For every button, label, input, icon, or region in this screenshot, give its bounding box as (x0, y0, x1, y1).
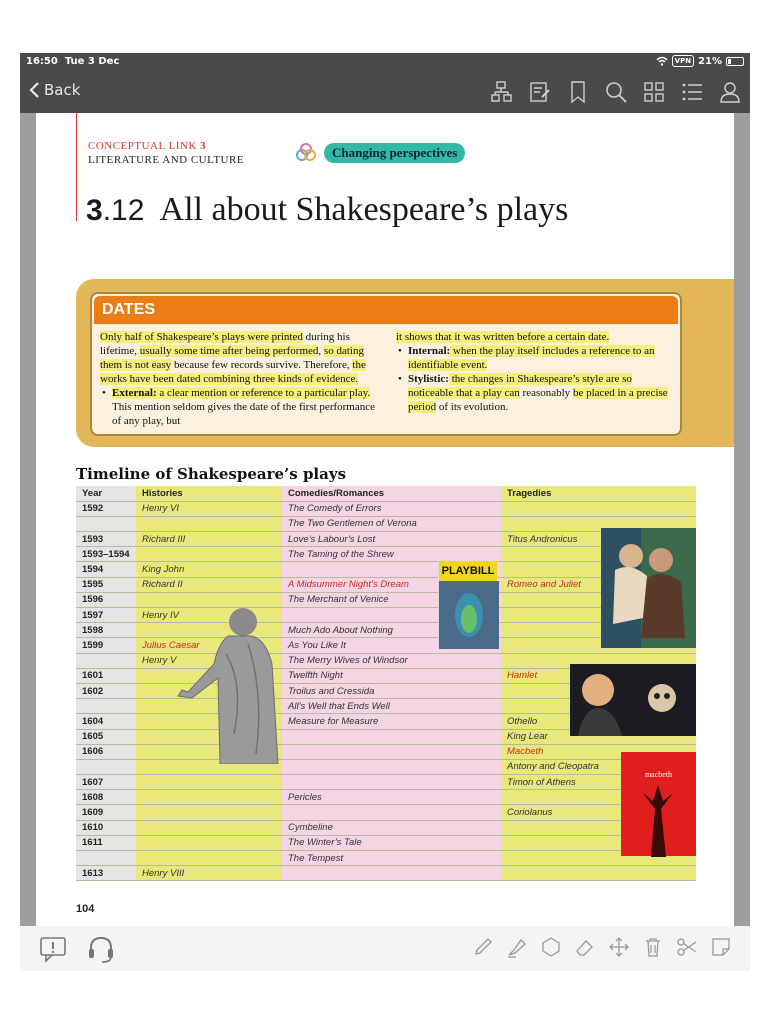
back-button[interactable] (28, 81, 80, 99)
conceptual-link-label: CONCEPTUAL LINK (88, 140, 197, 152)
dates-text-span: the changes in Shakespeare’s style are so noticeable that a play can (408, 373, 632, 399)
comedy-cell: All’s Well that Ends Well (282, 699, 501, 714)
perspectives-label: Changing perspectives (324, 143, 465, 163)
playbill-image (438, 560, 498, 648)
history-cell: Richard III (136, 532, 282, 547)
year-cell: 1608 (76, 790, 136, 805)
dates-text-span: usually some time after being performed (139, 345, 319, 357)
comedy-cell: The Winter’s Tale (282, 835, 501, 850)
year-cell: 1609 (76, 805, 136, 820)
reader-toolbar (20, 71, 750, 113)
trash-icon[interactable] (642, 936, 664, 958)
comedy-cell: Cymbeline (282, 820, 501, 835)
history-cell (136, 835, 282, 850)
history-cell: Henry VI (136, 501, 282, 516)
timeline (76, 486, 696, 884)
highlighter-icon[interactable] (506, 936, 528, 958)
grid-icon[interactable] (642, 80, 666, 104)
history-cell: Richard II (136, 577, 282, 592)
timeline-row (76, 775, 696, 790)
heading-decimal: .12 (102, 194, 145, 227)
chevron-left-icon (28, 81, 40, 99)
year-cell (76, 699, 136, 714)
comedy-cell (282, 866, 501, 881)
year-cell (76, 516, 136, 531)
dates-col-right (396, 330, 672, 428)
note-edit-icon[interactable] (528, 80, 552, 104)
macbeth-poster-image (621, 752, 696, 856)
battery-fill (728, 59, 731, 64)
dates-text-span: be placed in a precise period (408, 387, 668, 413)
conceptual-link (88, 140, 206, 152)
eraser-icon[interactable] (574, 936, 596, 958)
dates-text-span: the works have been dated combining three kinds of evidence. (100, 359, 366, 385)
history-cell (136, 547, 282, 562)
year-cell: 1599 (76, 638, 136, 653)
move-icon[interactable] (608, 936, 630, 958)
timeline-row (76, 835, 696, 850)
pencil-icon[interactable] (472, 936, 494, 958)
dates-text-span: when the play itself includes a reference to an identifiable event. (408, 345, 655, 371)
tragedy-cell: Timon of Athens (501, 775, 696, 790)
app-window (20, 53, 750, 971)
tragedy-cell: Romeo and Juliet (501, 577, 696, 592)
timeline-title: Timeline of Shakespeare’s plays (76, 465, 347, 483)
col-header-histories: Histories (136, 486, 282, 501)
dates-text-span: of its evolution. (436, 401, 509, 413)
wifi-icon (656, 56, 668, 66)
heading-text: All about Shakespeare’s plays (159, 191, 569, 228)
comedy-cell (282, 759, 501, 774)
year-cell: 1597 (76, 608, 136, 623)
year-cell: 1605 (76, 729, 136, 744)
year-cell: 1607 (76, 775, 136, 790)
year-cell: 1606 (76, 744, 136, 759)
comedy-cell: The Two Gentlemen of Verona (282, 516, 501, 531)
hierarchy-icon[interactable] (490, 80, 514, 104)
evidence-internal (396, 344, 672, 372)
feedback-icon[interactable] (38, 934, 68, 964)
col-header-comedies: Comedies/Romances (282, 486, 501, 501)
book-page (36, 113, 734, 926)
conceptual-link-number: 3 (200, 140, 207, 152)
dates-text-span: during his lifetime, (100, 331, 350, 357)
timeline-row (76, 866, 696, 881)
dates-text (92, 324, 680, 428)
comedy-cell: Troilus and Cressida (282, 683, 501, 698)
shape-icon[interactable] (540, 936, 562, 958)
document-viewport[interactable] (20, 113, 750, 926)
comedy-cell (282, 744, 501, 759)
history-cell (136, 790, 282, 805)
dates-title: DATES (94, 296, 678, 324)
timeline-row (76, 820, 696, 835)
comedy-cell: A Midsummer Night’s Dream (282, 577, 501, 592)
dates-text-span: because few records survive. Therefore, (171, 359, 353, 371)
timeline-row (76, 851, 696, 866)
dates-text-span: Only half of Shakespeare’s plays were printed (100, 331, 303, 343)
battery-icon (726, 57, 744, 66)
sticky-note-icon[interactable] (710, 936, 732, 958)
annotation-toolbar (20, 926, 750, 971)
evidence-stylistic (396, 372, 672, 414)
perspectives-badge (294, 141, 465, 165)
status-time (26, 56, 119, 67)
scissors-icon[interactable] (676, 936, 698, 958)
tragedy-cell: Antony and Cleopatra (501, 759, 696, 774)
heading-number: 3 (86, 194, 103, 227)
bottom-left-tools (38, 934, 116, 964)
status-date: Tue 3 Dec (64, 56, 120, 67)
julius-caesar-statue-image (148, 604, 298, 764)
evidence-list (396, 344, 672, 414)
comedy-cell (282, 775, 501, 790)
year-cell: 1594 (76, 562, 136, 577)
bookmark-icon[interactable] (566, 80, 590, 104)
year-cell: 1595 (76, 577, 136, 592)
timeline-row (76, 805, 696, 820)
dates-text-span: , (318, 345, 324, 357)
perspectives-icon (294, 141, 318, 165)
macbeth-poster-art (621, 779, 696, 859)
col-header-tragedies: Tragedies (501, 486, 696, 501)
playbill-label: PLAYBILL (439, 561, 497, 581)
status-clock: 16:50 (26, 56, 58, 67)
evidence-list (100, 386, 376, 428)
year-cell (76, 653, 136, 668)
comedy-cell (282, 729, 501, 744)
comedy-cell: The Merchant of Venice (282, 592, 501, 607)
year-cell: 1604 (76, 714, 136, 729)
comedy-cell: Measure for Measure (282, 714, 501, 729)
year-cell (76, 759, 136, 774)
history-cell: Julius Caesar (136, 638, 282, 653)
dates-text-span: it shows that it was written before a certain date. (396, 331, 610, 343)
section-subject: LITERATURE AND CULTURE (88, 154, 245, 166)
comedy-cell: Twelfth Night (282, 668, 501, 683)
comedy-cell: As You Like It (282, 638, 501, 653)
comedy-cell: The Taming of the Shrew (282, 547, 501, 562)
comedy-cell: The Comedy of Errors (282, 501, 501, 516)
evidence-label: Stylistic: (408, 373, 449, 385)
status-right (656, 55, 744, 67)
tragedy-cell (501, 501, 696, 516)
status-bar (20, 53, 750, 71)
vpn-badge: VPN (672, 55, 694, 67)
dates-text-span: so dating them is not easy (100, 345, 364, 371)
tragedy-cell: Hamlet (501, 668, 696, 683)
toolbar-icons (490, 80, 742, 104)
timeline-row (76, 790, 696, 805)
comedy-cell (282, 805, 501, 820)
history-cell (136, 516, 282, 531)
user-icon[interactable] (718, 80, 742, 104)
tragedy-cell: King Lear (501, 729, 696, 744)
timeline-header-row (76, 486, 696, 501)
list-icon[interactable] (680, 80, 704, 104)
year-cell: 1592 (76, 501, 136, 516)
dates-text-span: a clear mention or reference to a particular play. (156, 387, 371, 399)
romeo-and-juliet-image (601, 528, 696, 648)
timeline-row (76, 501, 696, 516)
dates-text-span: This mention seldom gives the date of the first performance of any play, but (112, 401, 376, 427)
year-cell: 1596 (76, 592, 136, 607)
year-cell: 1613 (76, 866, 136, 881)
tragedy-cell: Titus Andronicus (501, 532, 696, 547)
year-cell: 1611 (76, 835, 136, 850)
margin-rule (76, 113, 77, 221)
comedy-cell: The Tempest (282, 851, 501, 866)
macbeth-poster-label: macbeth (644, 770, 673, 779)
history-cell: Henry IV (136, 608, 282, 623)
year-cell (76, 851, 136, 866)
tragedy-cell: Othello (501, 714, 696, 729)
history-cell: Henry VIII (136, 866, 282, 881)
page-number: 104 (76, 903, 95, 915)
tragedy-cell: Macbeth (501, 744, 696, 759)
col-header-year: Year (76, 486, 136, 501)
back-label: Back (44, 81, 81, 99)
history-cell (136, 851, 282, 866)
dates-col-left (100, 330, 376, 428)
year-cell: 1601 (76, 668, 136, 683)
year-cell: 1598 (76, 623, 136, 638)
playbill-art (439, 581, 499, 649)
comedy-cell: The Merry Wives of Windsor (282, 653, 501, 668)
evidence-external (100, 386, 376, 428)
battery-percent: 21% (698, 55, 722, 67)
evidence-label: External: (112, 387, 157, 399)
year-cell: 1610 (76, 820, 136, 835)
headset-icon[interactable] (86, 934, 116, 964)
year-cell: 1602 (76, 683, 136, 698)
dates-box (90, 292, 682, 436)
history-cell (136, 805, 282, 820)
bottom-right-tools (472, 936, 732, 958)
dates-text-span: reasonably (519, 387, 573, 399)
evidence-label: Internal: (408, 345, 451, 357)
comedy-cell: Pericles (282, 790, 501, 805)
tragedy-cell: Coriolanus (501, 805, 696, 820)
search-icon[interactable] (604, 80, 628, 104)
history-cell (136, 820, 282, 835)
comedy-cell: Love’s Labour’s Lost (282, 532, 501, 547)
history-cell: Henry V (136, 653, 282, 668)
page-title (86, 191, 568, 229)
history-cell: King John (136, 562, 282, 577)
year-cell: 1593–1594 (76, 547, 136, 562)
history-cell (136, 775, 282, 790)
tragedy-cell (501, 866, 696, 881)
comedy-cell: Much Ado About Nothing (282, 623, 501, 638)
year-cell: 1593 (76, 532, 136, 547)
hamlet-image (570, 664, 696, 736)
